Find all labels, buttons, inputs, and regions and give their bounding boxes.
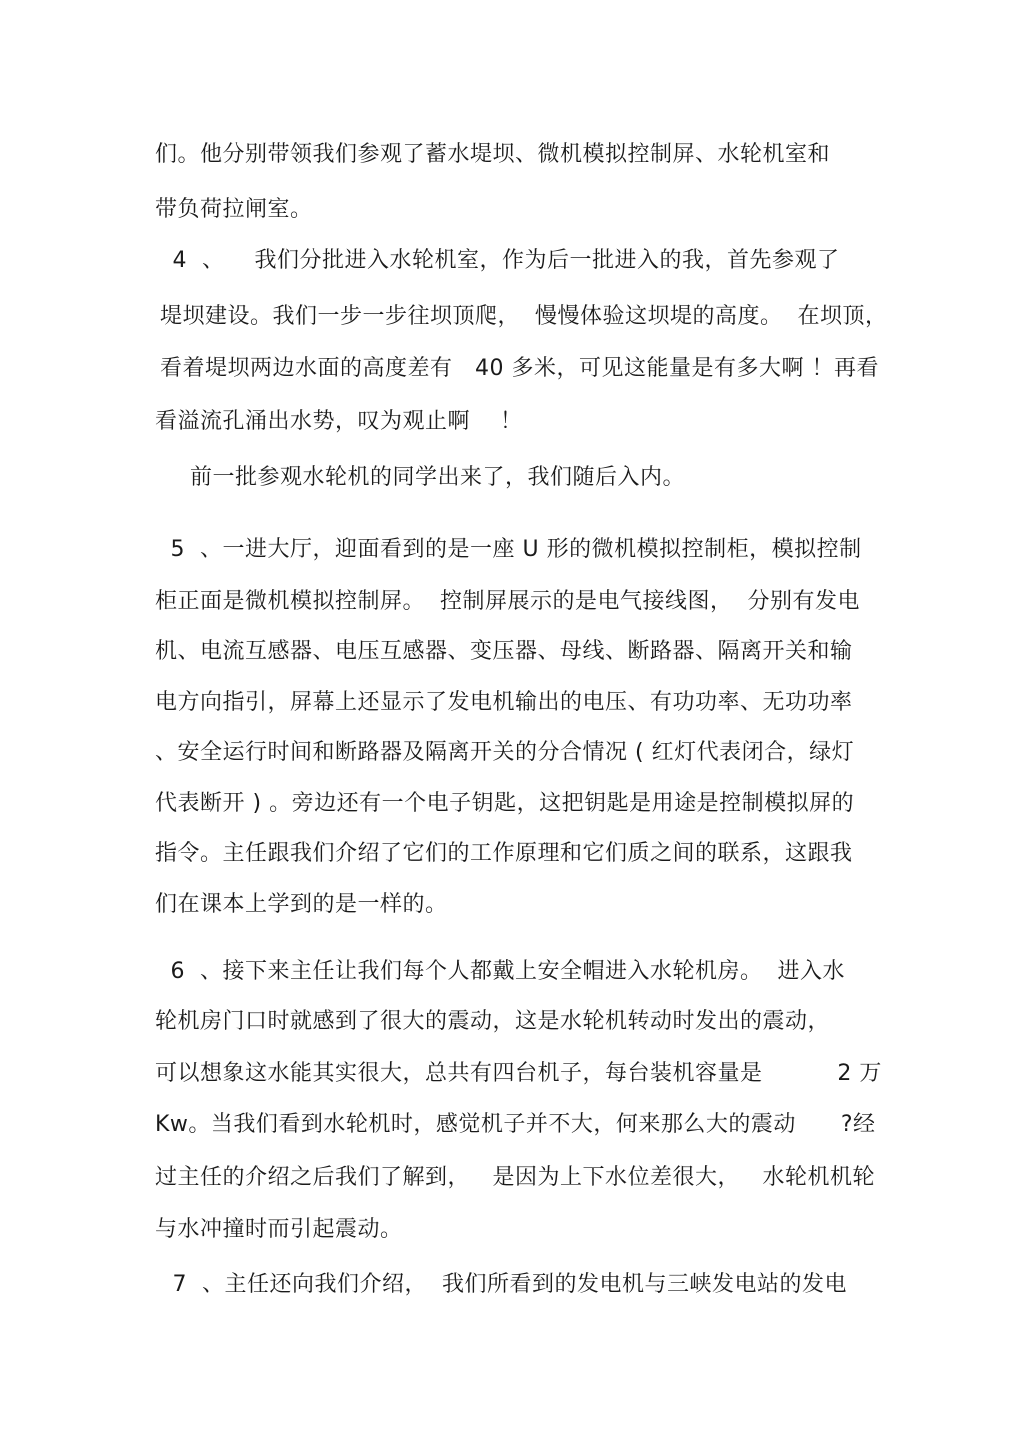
text-line: 堤坝建设。我们一步一步往坝顶爬， 慢慢体验这坝堤的高度。 在坝顶， bbox=[160, 304, 888, 329]
text-line: 指令。主任跟我们介绍了它们的工作原理和它们质之间的联系，这跟我 bbox=[155, 841, 853, 866]
text-line: 与水冲撞时而引起震动。 bbox=[155, 1217, 403, 1242]
text-line: 过主任的介绍之后我们了解到， 是因为上下水位差很大， 水轮机机轮 bbox=[155, 1165, 875, 1190]
text-line: 们在课本上学到的是一样的。 bbox=[155, 892, 448, 917]
text-line: 可以想象这水能其实很大，总共有四台机子，每台装机容量是 2 万 bbox=[155, 1061, 882, 1086]
text-line: 带负荷拉闸室。 bbox=[155, 197, 313, 222]
text-line: 前一批参观水轮机的同学出来了，我们随后入内。 bbox=[190, 465, 686, 490]
text-line: 、安全运行时间和断路器及隔离开关的分合情况 ( 红灯代表闭合，绿灯 bbox=[155, 740, 855, 765]
text-line: 7 、主任还向我们介绍， 我们所看到的发电机与三峡发电站的发电 bbox=[165, 1272, 847, 1297]
text-line: Kw。当我们看到水轮机时，感觉机子并不大，何来那么大的震动 ?经 bbox=[155, 1112, 876, 1137]
text-line: 柜正面是微机模拟控制屏。 控制屏展示的是电气接线图， 分别有发电 bbox=[155, 589, 860, 614]
text-line: 5 、一进大厅，迎面看到的是一座 U 形的微机模拟控制柜，模拟控制 bbox=[163, 537, 862, 562]
text-line: 看溢流孔涌出水势，叹为观止啊 ！ bbox=[155, 409, 523, 434]
text-line: 机、电流互感器、电压互感器、变压器、母线、断路器、隔离开关和输 bbox=[155, 639, 853, 664]
text-line: 们。他分别带领我们参观了蓄水堤坝、微机模拟控制屏、水轮机室和 bbox=[155, 142, 831, 167]
text-line: 电方向指引，屏幕上还显示了发电机输出的电压、有功功率、无功功率 bbox=[155, 690, 853, 715]
text-line: 6 、接下来主任让我们每个人都戴上安全帽进入水轮机房。 进入水 bbox=[163, 959, 845, 984]
text-line: 代表断开 ) 。旁边还有一个电子钥匙，这把钥匙是用途是控制模拟屏的 bbox=[155, 791, 855, 816]
text-line: 看着堤坝两边水面的高度差有 40 多米，可见这能量是有多大啊 ！再看 bbox=[160, 356, 879, 381]
text-line: 轮机房门口时就感到了很大的震动，这是水轮机转动时发出的震动， bbox=[155, 1009, 831, 1034]
text-line: 4 、 我们分批进入水轮机室，作为后一批进入的我，首先参观了 bbox=[165, 248, 840, 273]
